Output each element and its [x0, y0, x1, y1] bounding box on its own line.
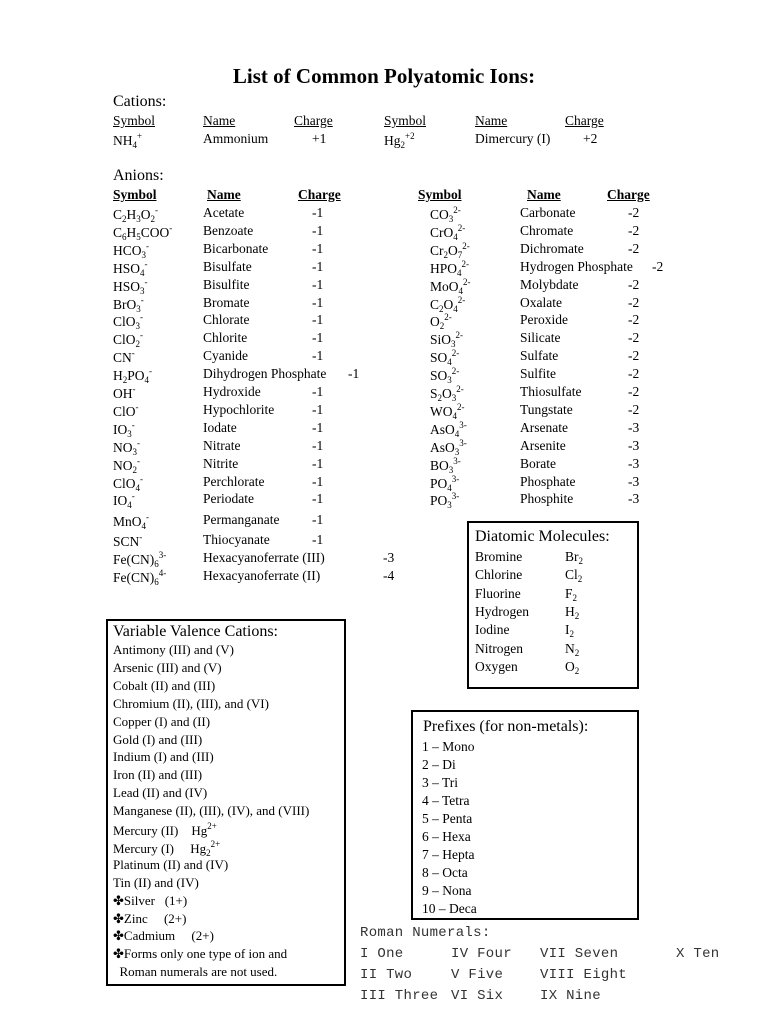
diatomic-name: Nitrogen	[475, 640, 523, 656]
anion-symbol: $Fe(CN)_6^{3-}$	[113, 550, 167, 570]
anion-name: Bisulfate	[203, 258, 252, 274]
prefixes-box	[411, 710, 639, 920]
valence-item: Indium (I) and (III)	[113, 749, 214, 765]
roman-numeral-entry: X Ten	[676, 946, 720, 962]
cation-name: Dimercury (I)	[475, 131, 551, 146]
anion-symbol: ClO$_3$-	[113, 312, 144, 332]
cations-header-symbol: Symbol	[113, 113, 156, 128]
anion-name: Benzoate	[203, 222, 254, 238]
anion-name: Sulfite	[520, 366, 556, 382]
prefix-item: 1 – Mono	[422, 739, 475, 754]
anion-symbol: $C_2H_3O_2^-$	[113, 205, 159, 224]
anion-charge: -1	[312, 276, 324, 292]
anion-symbol: SiO$_3^{2-}$	[430, 330, 464, 350]
anion-symbol: $BO_3^{3-}$	[430, 455, 461, 475]
anion-name: Oxalate	[520, 294, 562, 310]
cation-symbol: $NH_4^+$	[113, 131, 143, 150]
anions-header-name: Name	[527, 187, 561, 202]
valence-item: ✤Forms only one type of ion and	[113, 946, 288, 962]
anion-name: Molybdate	[520, 276, 579, 292]
anion-name: Peroxide	[520, 312, 568, 328]
anion-name: Cyanide	[203, 348, 248, 364]
anion-charge: -2	[628, 330, 640, 346]
diatomic-molecules-box	[467, 521, 639, 689]
anion-symbol: OH-	[113, 384, 136, 401]
prefix-item: 4 – Tetra	[422, 793, 470, 808]
anions-header-symbol: Symbol	[113, 187, 157, 202]
anions-heading: Anions:	[113, 167, 164, 184]
anion-name: Bisulfite	[203, 276, 250, 292]
prefix-item: 6 – Hexa	[422, 829, 471, 844]
anion-name: Hydrogen Phosphate	[520, 258, 633, 274]
diatomic-name: Iodine	[475, 622, 510, 638]
variable-valence-box	[106, 619, 346, 986]
anion-symbol: $HSO_3^-$	[113, 276, 148, 296]
anion-charge: -1	[312, 491, 324, 507]
anion-charge: -1	[312, 330, 324, 346]
diatomic-formula: $I_2$	[565, 622, 574, 640]
anion-name: Permanganate	[203, 512, 280, 528]
anion-charge: -1	[312, 455, 324, 471]
anion-name: Thiosulfate	[520, 384, 582, 399]
anion-name: Chlorite	[203, 330, 248, 346]
anion-symbol: $CO_3^{2-}$	[430, 205, 461, 224]
anion-symbol: $HCO_3^-$	[113, 240, 150, 260]
roman-numeral-entry: IX Nine	[540, 988, 601, 1004]
anion-charge: -2	[628, 348, 640, 364]
diatomic-formula: $N_2$	[565, 640, 580, 658]
anion-charge: -2	[628, 222, 640, 238]
anion-name: Periodate	[203, 491, 254, 507]
anion-charge: -1	[312, 419, 324, 435]
valence-item: ✤Cadmium (2+)	[113, 928, 214, 944]
valence-item: Cobalt (II) and (III)	[113, 677, 216, 693]
roman-numeral-entry: V Five	[451, 967, 504, 983]
anion-name: Sulfate	[520, 348, 559, 364]
anion-symbol: ClO$_2$-	[113, 330, 144, 350]
anion-name: Phosphate	[520, 473, 576, 489]
anion-symbol: $Fe(CN)_6^{4-}$	[113, 568, 167, 587]
anion-charge: -2	[628, 240, 640, 256]
valence-item: Tin (II) and (IV)	[113, 874, 199, 890]
anion-symbol: $C_2O_4^{2-}$	[430, 294, 466, 314]
anion-charge: -1	[312, 348, 324, 364]
anion-symbol: MnO$_4$-	[113, 512, 150, 532]
anion-name: Nitrite	[203, 455, 239, 471]
valence-item: Arsenic (III) and (V)	[113, 659, 222, 675]
anion-symbol: $NO_3^-$	[113, 437, 140, 457]
anion-symbol: SCN-	[113, 532, 143, 550]
valence-item: Manganese (II), (III), (IV), and (VIII)	[113, 803, 310, 819]
anion-name: Bicarbonate	[203, 240, 269, 256]
roman-numeral-entry: III Three	[360, 988, 439, 1004]
anions-header-symbol: Symbol	[418, 187, 462, 202]
roman-numeral-entry: VIII Eight	[540, 967, 628, 983]
variable-valence-heading: Variable Valence Cations:	[113, 623, 278, 640]
valence-item: ✤Zinc (2+)	[113, 910, 187, 926]
anion-symbol: $SO_3^{2-}$	[430, 366, 460, 386]
anion-charge: -2	[628, 401, 640, 417]
anion-name: Perchlorate	[203, 473, 265, 489]
diatomic-name: Fluorine	[475, 585, 521, 601]
anion-charge: -2	[652, 258, 664, 274]
roman-numeral-entry: II Two	[360, 967, 413, 983]
cation-charge: +1	[312, 131, 327, 146]
anion-charge: -3	[628, 491, 640, 507]
anion-symbol: CrO$_4^{2-}$	[430, 222, 466, 242]
anion-symbol: $SO_4^{2-}$	[430, 348, 460, 368]
diatomic-name: Bromine	[475, 549, 523, 564]
diatomic-formula: $Cl_2$	[565, 567, 583, 585]
anion-symbol: $PO_3^{3-}$	[430, 491, 460, 511]
cations-header-name: Name	[203, 113, 236, 128]
anion-charge: -3	[628, 473, 640, 489]
valence-item: Roman numerals are not used.	[113, 964, 278, 980]
anion-symbol: CN-	[113, 348, 135, 366]
diatomic-formula: $F_2$	[565, 585, 578, 603]
anion-name: Carbonate	[520, 205, 576, 220]
anions-header-name: Name	[207, 187, 241, 202]
valence-item: Iron (II) and (III)	[113, 767, 203, 783]
page-title: List of Common Polyatomic Ions:	[232, 64, 536, 88]
anion-symbol: $O_2^{2-}$	[430, 312, 452, 332]
cation-charge: +2	[583, 131, 598, 146]
anion-symbol: $H_2PO_4^-$	[113, 366, 153, 386]
diatomic-formula: $H_2$	[565, 603, 580, 621]
valence-item: Copper (I) and (II)	[113, 713, 211, 729]
anion-charge: -1	[312, 205, 324, 220]
anion-name: Hexacyanoferrate (III)	[203, 550, 325, 566]
anion-charge: -3	[383, 550, 395, 566]
anion-name: Arsenite	[520, 437, 566, 453]
anion-charge: -1	[312, 532, 324, 548]
anion-charge: -1	[312, 473, 324, 489]
cations-header-charge: Charge	[565, 113, 604, 128]
anion-name: Dihydrogen Phosphate	[203, 366, 327, 382]
roman-numeral-entry: VII Seven	[540, 946, 619, 962]
anions-header-charge: Charge	[607, 187, 650, 202]
diatomic-name: Hydrogen	[475, 603, 529, 619]
anion-charge: -1	[348, 366, 360, 382]
anion-symbol: $IO_4^-$	[113, 491, 135, 511]
anion-name: Thiocyanate	[203, 532, 270, 548]
valence-item: Lead (II) and (IV)	[113, 785, 208, 801]
anion-symbol: ClO-	[113, 401, 139, 419]
prefix-item: 7 – Hepta	[422, 847, 475, 862]
anion-name: Silicate	[520, 330, 561, 346]
prefix-item: 3 – Tri	[422, 775, 459, 790]
anion-symbol: $C_6H_5COO^-$	[113, 222, 173, 242]
anion-symbol: $IO_3^-$	[113, 419, 135, 439]
valence-item: Gold (I) and (III)	[113, 731, 203, 747]
anion-name: Hydroxide	[203, 384, 261, 399]
roman-numerals-heading: Roman Numerals:	[360, 925, 491, 941]
anion-name: Hypochlorite	[203, 401, 275, 417]
anion-symbol: ClO$_4$-	[113, 473, 144, 493]
anion-charge: -1	[312, 294, 324, 310]
anion-symbol: $Cr_2O_7^{2-}$	[430, 240, 470, 260]
prefix-item: 5 – Penta	[422, 811, 473, 826]
anion-charge: -2	[628, 294, 640, 310]
roman-numeral-entry: I One	[360, 946, 404, 962]
valence-item: ✤Silver (1+)	[113, 892, 188, 908]
cation-symbol: $Hg_2^{+2}$	[384, 131, 415, 150]
anion-name: Chromate	[520, 222, 574, 238]
anion-charge: -2	[628, 312, 640, 328]
roman-numeral-entry: IV Four	[451, 946, 512, 962]
anion-charge: -2	[628, 205, 640, 220]
anion-charge: -2	[628, 276, 640, 292]
diatomic-heading: Diatomic Molecules:	[475, 528, 610, 545]
valence-item: Antimony (III) and (V)	[113, 642, 234, 657]
cation-name: Ammonium	[203, 131, 269, 146]
anion-name: Dichromate	[520, 240, 584, 256]
anion-symbol: $PO_4^{3-}$	[430, 473, 460, 493]
anion-charge: -3	[628, 437, 640, 453]
anion-name: Hexacyanoferrate (II)	[203, 568, 321, 583]
anion-name: Phosphite	[520, 491, 574, 507]
anion-charge: -1	[312, 312, 324, 328]
anion-symbol: $HSO_4^-$	[113, 258, 148, 278]
valence-item: Mercury (I) $Hg_2^{2+}$	[113, 838, 221, 858]
anion-charge: -1	[312, 437, 324, 453]
valence-item: Mercury (II) $Hg^{2+}$	[113, 821, 217, 838]
anion-name: Arsenate	[520, 419, 568, 435]
anion-name: Nitrate	[203, 437, 241, 453]
anion-charge: -1	[312, 401, 324, 417]
prefixes-heading: Prefixes (for non-metals):	[423, 718, 589, 735]
cations-header-symbol: Symbol	[384, 113, 427, 128]
valence-item: Chromium (II), (III), and (VI)	[113, 695, 269, 711]
anion-charge: -1	[312, 258, 324, 274]
diatomic-formula: $Br_2$	[565, 549, 583, 566]
anion-charge: -2	[628, 384, 640, 399]
anion-symbol: AsO$_4^{3-}$	[430, 419, 467, 439]
prefix-item: 2 – Di	[422, 757, 456, 772]
anion-name: Iodate	[203, 419, 237, 435]
cations-header-name: Name	[475, 113, 508, 128]
cations-header-charge: Charge	[294, 113, 333, 128]
prefix-item: 8 – Octa	[422, 865, 468, 880]
anion-symbol: AsO$_3^{3-}$	[430, 437, 467, 457]
anion-charge: -1	[312, 512, 324, 528]
diatomic-name: Chlorine	[475, 567, 523, 583]
anion-charge: -2	[628, 366, 640, 382]
anions-header-charge: Charge	[298, 187, 341, 202]
anion-symbol: $NO_2^-$	[113, 455, 140, 475]
valence-item: Platinum (II) and (IV)	[113, 856, 229, 872]
anion-name: Bromate	[203, 294, 250, 310]
cations-heading: Cations:	[113, 93, 167, 110]
anion-charge: -1	[312, 240, 324, 256]
anion-symbol: $HPO_4^{2-}$	[430, 258, 470, 278]
anion-symbol: $S_2O_3^{2-}$	[430, 384, 464, 403]
anion-charge: -4	[383, 568, 395, 583]
anion-name: Borate	[520, 455, 556, 471]
diatomic-name: Oxygen	[475, 658, 518, 674]
anion-charge: -1	[312, 384, 324, 399]
anion-symbol: MoO$_4^{2-}$	[430, 276, 471, 296]
prefix-item: 9 – Nona	[422, 883, 472, 898]
anion-name: Chlorate	[203, 312, 250, 328]
anion-charge: -3	[628, 419, 640, 435]
anion-name: Acetate	[203, 205, 245, 220]
prefix-item: 10 – Deca	[422, 901, 477, 916]
anion-name: Tungstate	[520, 401, 573, 417]
anion-charge: -1	[312, 222, 324, 238]
anion-symbol: $WO_4^{2-}$	[430, 401, 465, 421]
diatomic-formula: $O_2$	[565, 658, 580, 676]
anion-charge: -3	[628, 455, 640, 471]
roman-numeral-entry: VI Six	[451, 988, 504, 1004]
anion-symbol: BrO$_3$-	[113, 294, 144, 314]
